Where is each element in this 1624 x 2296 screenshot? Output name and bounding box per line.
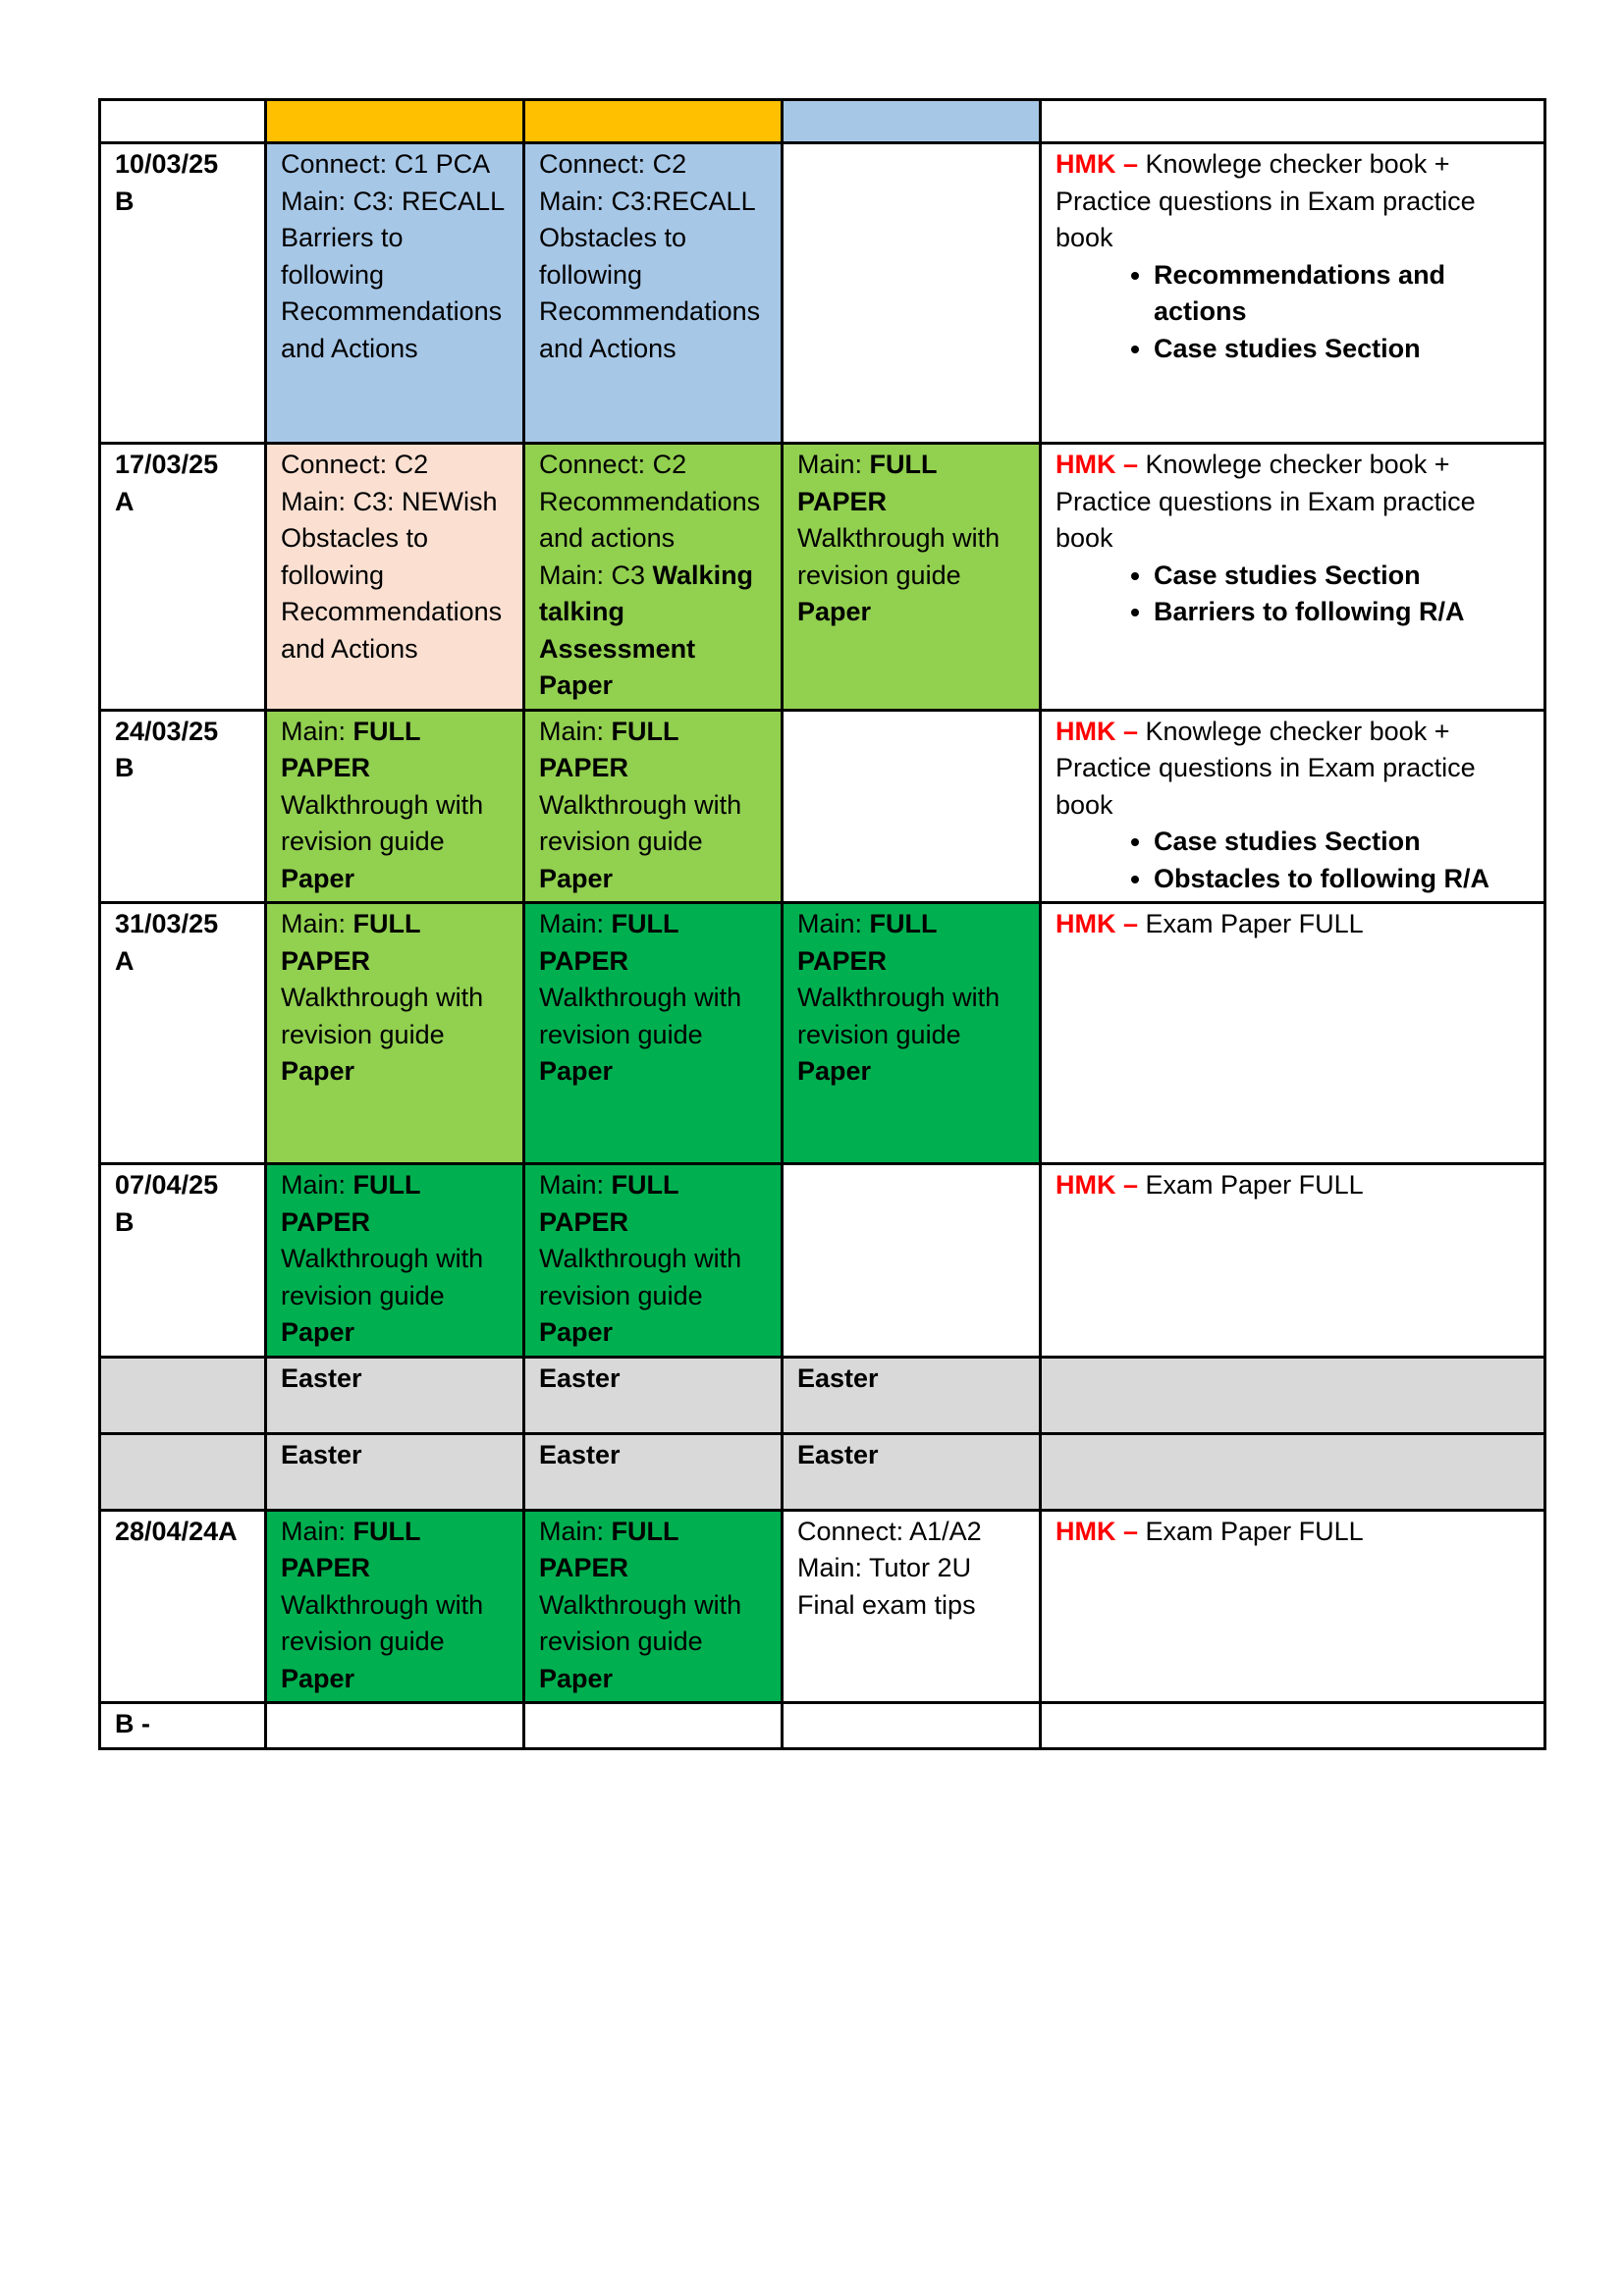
walkthrough-line: Walkthrough with revision guide [281, 1589, 484, 1656]
week-row-3 [100, 710, 1545, 903]
date-cell [100, 1510, 266, 1703]
connect-line: Connect: C2 [539, 450, 687, 479]
lesson-cell-1 [266, 903, 524, 1164]
date-cell [100, 903, 266, 1164]
full-paper-label: FULL PAPER [539, 1170, 679, 1237]
easter-cell: Easter [524, 1433, 783, 1510]
header-cell-lesson-1 [266, 100, 524, 143]
main-prefix: Main: [539, 1170, 612, 1200]
main-prefix: Main: [797, 450, 870, 479]
homework-cell [1041, 1357, 1545, 1433]
lesson-cell-2 [524, 1703, 783, 1749]
lesson-cell-3 [783, 1703, 1041, 1749]
hmk-text: Knowlege checker book + Practice questions in Exam practice book [1056, 450, 1476, 553]
date-cell [100, 1164, 266, 1358]
easter-cell: Easter [524, 1357, 783, 1433]
topic-line: Barriers to following Recommendations and Actions [281, 223, 503, 363]
full-paper-label: FULL PAPER [281, 716, 421, 782]
main-prefix: Main: [797, 909, 870, 938]
date-cell [100, 710, 266, 903]
walkthrough-line: Walkthrough with revision guide [797, 523, 1001, 590]
connect-line: Connect: C2 [539, 149, 687, 179]
lesson-cell-3 [783, 444, 1041, 711]
paper-line: Paper [281, 1663, 355, 1693]
date-label: 28/04/24A [115, 1516, 238, 1546]
homework-cell [1041, 1164, 1545, 1358]
date-label: 10/03/25 [115, 149, 219, 179]
week-row-1 [100, 143, 1545, 444]
walkthrough-line: Walkthrough with revision guide [539, 983, 742, 1049]
week-label: B [115, 186, 135, 216]
homework-cell [1041, 143, 1545, 444]
main-line [539, 558, 769, 705]
walkthrough-line: Walkthrough with revision guide [797, 983, 1001, 1049]
week-label: B [115, 1206, 135, 1237]
main-prefix: Main: [281, 716, 353, 746]
header-row [100, 100, 1545, 143]
lesson-cell-3 [783, 710, 1041, 903]
full-paper-label: FULL PAPER [797, 450, 938, 516]
main-prefix: Main: [539, 909, 612, 938]
connect-line: Connect: C1 PCA [281, 149, 491, 179]
lesson-cell-1 [266, 1164, 524, 1358]
main-line: Main: Tutor 2U [797, 1553, 972, 1582]
lesson-cell-2 [524, 903, 783, 1164]
week-row-2 [100, 444, 1545, 711]
full-paper-label: FULL PAPER [281, 909, 421, 976]
lesson-cell-2 [524, 710, 783, 903]
hmk-bullet: • Case studies Section [1154, 331, 1532, 368]
paper-line: Paper [281, 1056, 355, 1086]
hmk-label: HMK – [1056, 450, 1139, 479]
week-row-5 [100, 1164, 1545, 1358]
homework-cell [1041, 1703, 1545, 1749]
full-paper-label: FULL PAPER [281, 1516, 421, 1582]
paper-line: Paper [539, 863, 614, 893]
homework-cell [1041, 1433, 1545, 1510]
main-prefix: Main: [281, 909, 353, 938]
topic-line: Obstacles to following Recommendations and Actions [281, 523, 503, 664]
lesson-cell-2 [524, 143, 783, 444]
lesson-cell-2 [524, 444, 783, 711]
paper-line: Paper [539, 1663, 614, 1693]
topic-line: Obstacles to following Recommendations and Actions [539, 223, 761, 363]
paper-line: Paper [281, 1317, 355, 1347]
easter-cell: Easter [783, 1357, 1041, 1433]
hmk-label: HMK – [1056, 1170, 1139, 1200]
main-prefix: Main: [539, 716, 612, 746]
hmk-text: Exam Paper FULL [1138, 1516, 1364, 1546]
date-label: 17/03/25 [115, 450, 219, 479]
walkthrough-line: Walkthrough with revision guide [539, 1244, 742, 1310]
paper-line: Paper [539, 1056, 614, 1086]
week-row-6 [100, 1510, 1545, 1703]
topic-line: Final exam tips [797, 1589, 976, 1620]
header-cell-homework [1041, 100, 1545, 143]
walkthrough-line: Walkthrough with revision guide [539, 789, 742, 856]
date-cell [100, 1703, 266, 1749]
topic-line: Recommendations and actions [539, 486, 761, 553]
lesson-schedule-table [98, 98, 1546, 1750]
hmk-label: HMK – [1056, 149, 1139, 179]
lesson-cell-1 [266, 1703, 524, 1749]
date-label: B - [115, 1709, 150, 1738]
date-cell [100, 1357, 266, 1433]
lesson-cell-3 [783, 903, 1041, 1164]
full-paper-label: FULL PAPER [539, 909, 679, 976]
paper-line: Paper [797, 1056, 872, 1086]
full-paper-label: FULL PAPER [539, 1516, 679, 1582]
date-label: 07/04/25 [115, 1170, 219, 1200]
header-cell-lesson-3 [783, 100, 1041, 143]
homework-cell [1041, 1510, 1545, 1703]
hmk-text: Exam Paper FULL [1138, 1170, 1364, 1200]
easter-cell: Easter [266, 1433, 524, 1510]
easter-cell: Easter [266, 1357, 524, 1433]
lesson-cell-3 [783, 143, 1041, 444]
main-prefix: Main: [281, 1170, 353, 1200]
hmk-label: HMK – [1056, 1516, 1139, 1546]
main-line: Main: C3: NEWish [281, 486, 498, 516]
hmk-text: Exam Paper FULL [1138, 909, 1364, 938]
hmk-bullet-list [1056, 824, 1532, 897]
hmk-text: Knowlege checker book + Practice questions in Exam practice book [1056, 149, 1476, 252]
main-line: Main: C3:RECALL [539, 186, 756, 216]
walkthrough-line: Walkthrough with revision guide [281, 789, 484, 856]
full-paper-label: FULL PAPER [797, 909, 938, 976]
header-cell-date [100, 100, 266, 143]
easter-cell: Easter [783, 1433, 1041, 1510]
hmk-bullet: • Barriers to following R/A [1154, 594, 1532, 631]
homework-cell [1041, 710, 1545, 903]
hmk-bullet: • Case studies Section [1154, 558, 1532, 595]
week-label: B [115, 753, 135, 782]
lesson-cell-3 [783, 1164, 1041, 1358]
main-prefix: Main: [281, 1516, 353, 1546]
hmk-label: HMK – [1056, 716, 1139, 746]
paper-line: Paper [539, 1317, 614, 1347]
main-prefix: Main: C3 [539, 560, 653, 590]
walkthrough-line: Walkthrough with revision guide [539, 1589, 742, 1656]
main-line: Main: C3: RECALL [281, 186, 506, 216]
hmk-bullet: • Recommendations and actions [1154, 257, 1532, 331]
header-cell-lesson-2 [524, 100, 783, 143]
week-row-7 [100, 1703, 1545, 1749]
date-cell [100, 444, 266, 711]
hmk-bullet: • Case studies Section [1154, 824, 1532, 861]
lesson-cell-1 [266, 444, 524, 711]
lesson-cell-2 [524, 1164, 783, 1358]
paper-line: Paper [797, 597, 872, 626]
connect-line: Connect: A1/A2 [797, 1516, 982, 1546]
easter-row-2 [100, 1433, 1545, 1510]
connect-line: Connect: C2 [281, 450, 429, 479]
hmk-bullet-list [1056, 257, 1532, 368]
hmk-bullet: • Obstacles to following R/A [1154, 861, 1532, 898]
full-paper-label: FULL PAPER [539, 716, 679, 782]
full-paper-label: FULL PAPER [281, 1170, 421, 1237]
assessment-title: Walking talking Assessment Paper [539, 560, 754, 700]
week-label: A [115, 945, 135, 976]
main-prefix: Main: [539, 1516, 612, 1546]
date-label: 24/03/25 [115, 716, 219, 746]
hmk-text: Knowlege checker book + Practice questions in Exam practice book [1056, 716, 1476, 820]
date-cell [100, 1433, 266, 1510]
easter-row-1 [100, 1357, 1545, 1433]
date-cell [100, 143, 266, 444]
week-row-4 [100, 903, 1545, 1164]
hmk-bullet-list [1056, 558, 1532, 631]
lesson-cell-1 [266, 143, 524, 444]
homework-cell [1041, 444, 1545, 711]
lesson-cell-3 [783, 1510, 1041, 1703]
lesson-cell-1 [266, 710, 524, 903]
lesson-cell-1 [266, 1510, 524, 1703]
hmk-label: HMK – [1056, 909, 1139, 938]
paper-line: Paper [281, 863, 355, 893]
homework-cell [1041, 903, 1545, 1164]
walkthrough-line: Walkthrough with revision guide [281, 983, 484, 1049]
lesson-cell-2 [524, 1510, 783, 1703]
walkthrough-line: Walkthrough with revision guide [281, 1244, 484, 1310]
date-label: 31/03/25 [115, 909, 219, 938]
week-label: A [115, 486, 135, 516]
